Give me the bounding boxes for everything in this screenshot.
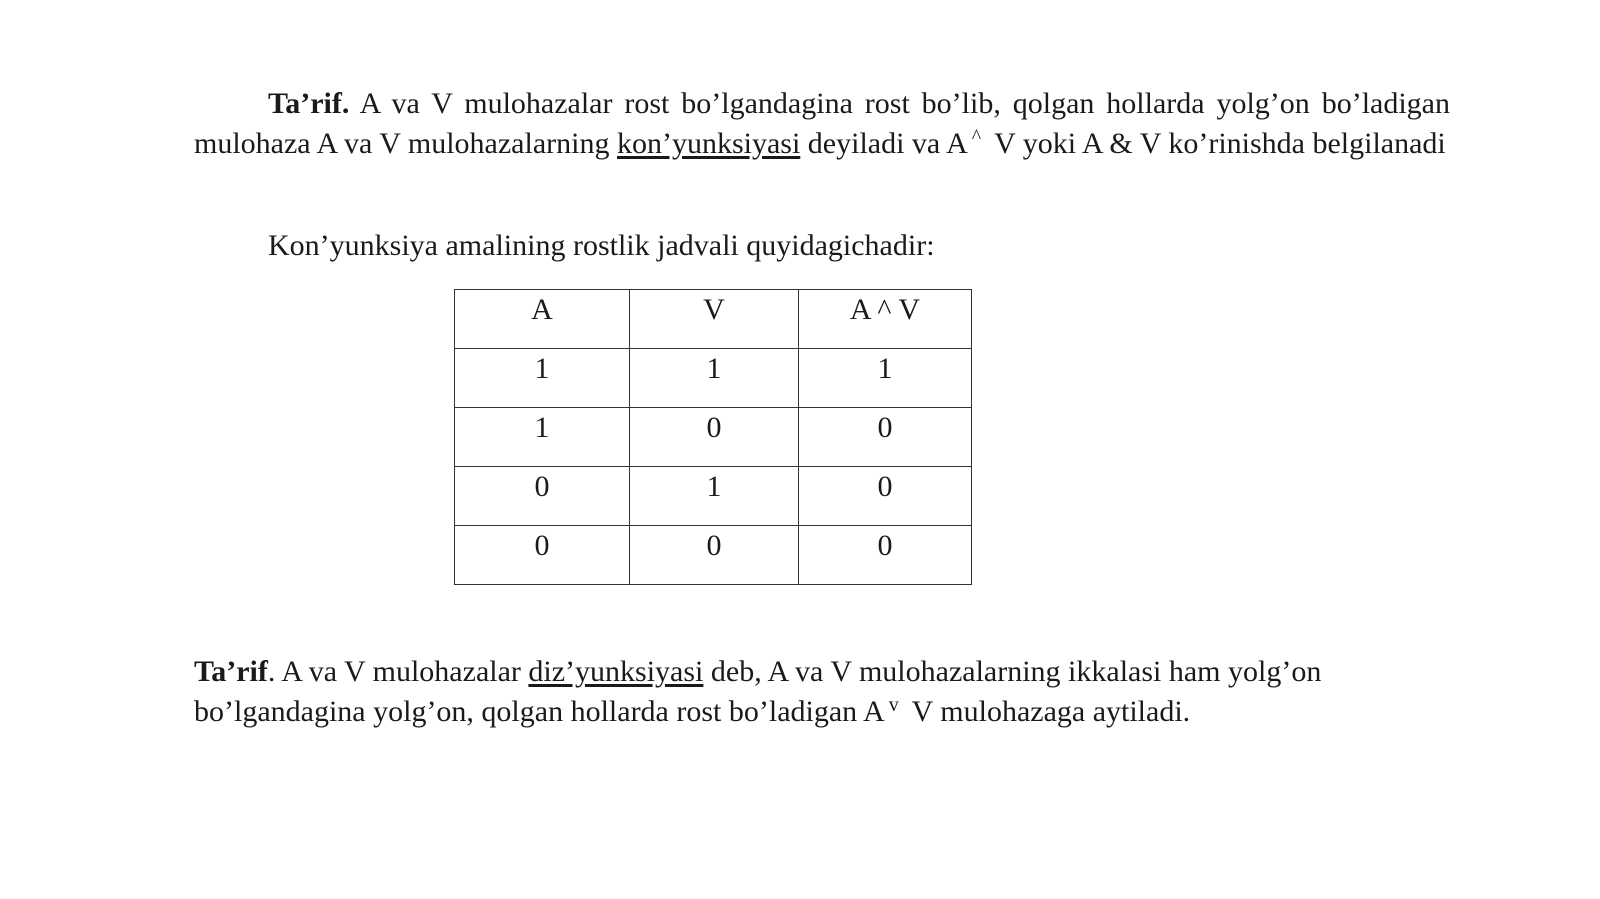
table-cell: 0 xyxy=(455,526,630,585)
table-header-cell: A xyxy=(455,290,630,349)
definition-text: V mulohazaga aytiladi. xyxy=(904,695,1191,728)
definition-text: deb, A va V mulohazalarning ikkalasi ham yolg’on bo’lgandagina yolg’on, qolgan hollarda rost bo’ladigan A xyxy=(194,655,1322,728)
table-header-cell: A ^ V xyxy=(799,290,972,349)
disjunction-operator: v xyxy=(888,694,899,716)
table-cell: 1 xyxy=(799,349,972,408)
definition-text: A va V mulohazalar rost bo’lgandagina rost bo’lib, qolgan hollarda yolg’on bo’ladigan mulohaza A va V mulohazalarning xyxy=(194,87,1450,160)
table-cell: 0 xyxy=(630,526,799,585)
definition-text: . A va V mulohazalar xyxy=(267,655,529,688)
conjunction-term: kon’yunksiyasi xyxy=(616,127,801,160)
table-intro: Kon’yunksiya amalining rostlik jadvali quyidagichadir: xyxy=(268,229,935,262)
table-header-cell: V xyxy=(630,290,799,349)
table-header-row xyxy=(455,290,972,349)
disjunction-definition xyxy=(194,652,1450,735)
definition-label: Ta’rif xyxy=(194,655,268,688)
definition-text: V yoki A & V ko’rinishda belgilanadi xyxy=(987,127,1446,160)
conjunction-operator: ^ xyxy=(971,126,982,148)
conjunction-definition xyxy=(194,84,1450,167)
table-cell: 0 xyxy=(630,408,799,467)
table-cell: 1 xyxy=(630,349,799,408)
table-cell: 1 xyxy=(455,349,630,408)
conjunction-truth-table xyxy=(454,289,972,585)
table-cell: 1 xyxy=(630,467,799,526)
table-cell: 0 xyxy=(455,467,630,526)
table-row xyxy=(455,467,972,526)
table-cell: 0 xyxy=(799,408,972,467)
table-row xyxy=(455,526,972,585)
definition-text: deyiladi va A xyxy=(800,127,968,160)
table-cell: 0 xyxy=(799,467,972,526)
table-row xyxy=(455,408,972,467)
table-cell: 0 xyxy=(799,526,972,585)
disjunction-term: diz’yunksiyasi xyxy=(528,655,704,688)
table-cell: 1 xyxy=(455,408,630,467)
definition-label: Ta’rif. xyxy=(268,87,350,120)
table-row xyxy=(455,349,972,408)
